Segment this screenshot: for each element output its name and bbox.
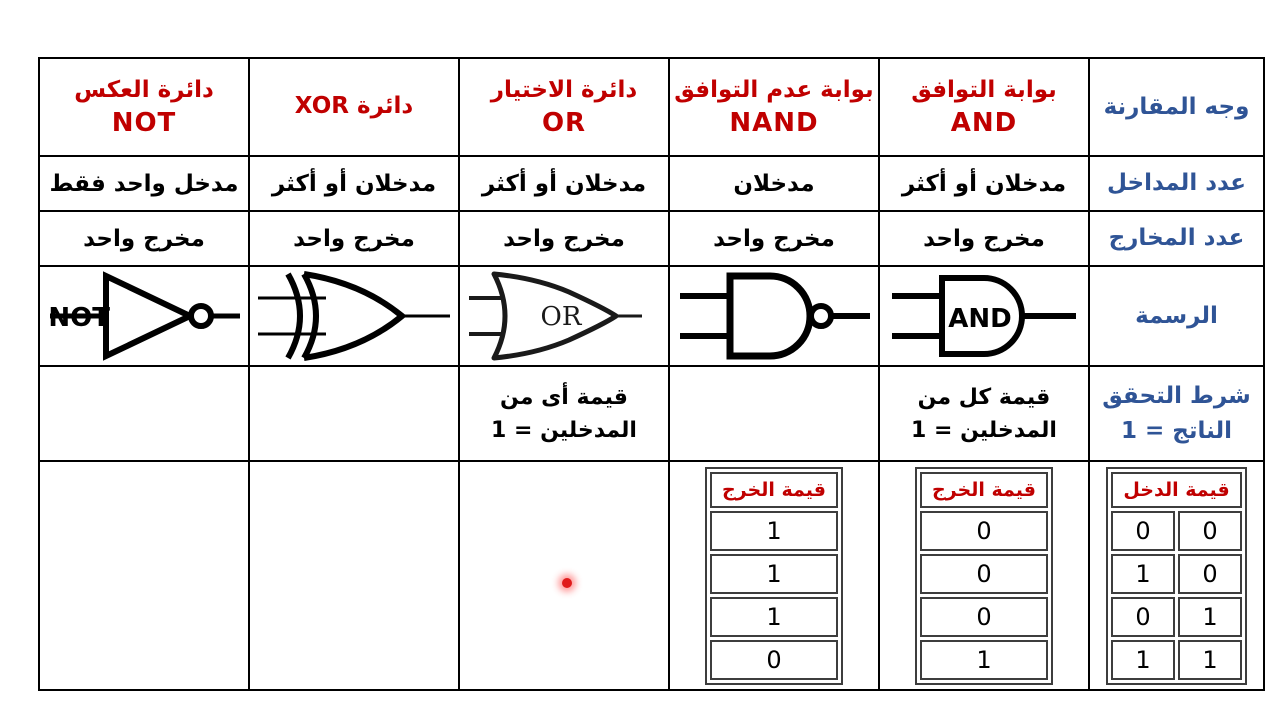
input-bit: 1: [1178, 597, 1242, 637]
output-bit: 0: [920, 597, 1048, 637]
corner-label: وجه المقارنة: [1103, 93, 1250, 120]
truth-cell-nand: [669, 461, 879, 690]
inputs-cell-not: مدخل واحد فقط: [39, 156, 249, 211]
corner-header-cell: [1089, 58, 1264, 156]
input-truth-table: [1106, 467, 1247, 685]
condition-cell-not: [39, 366, 249, 461]
drawing-cell-xor: [249, 266, 459, 366]
gate-title-ar: بوابة التوافق: [911, 77, 1057, 104]
not-gate-icon: [44, 268, 244, 364]
truth-cell-corner: [1089, 461, 1264, 690]
output-bit: 0: [710, 640, 838, 680]
nand-gate-icon: [674, 268, 874, 364]
output-bit: 1: [920, 640, 1048, 680]
xor-gate-icon: [254, 268, 454, 364]
row-label-cell-drawing: [1089, 266, 1264, 366]
drawing-cell-and: [879, 266, 1089, 366]
output-bit: 0: [920, 554, 1048, 594]
drawing-cell-or: [459, 266, 669, 366]
output-bit: 0: [920, 511, 1048, 551]
condition-text-line1: قيمة كل من: [917, 384, 1051, 410]
table-row: [710, 511, 838, 551]
input-bit: 0: [1111, 597, 1175, 637]
truth-row: [39, 461, 1264, 690]
drawing-row: [39, 266, 1264, 366]
table-row: [920, 597, 1048, 637]
condition-cell-nand: [669, 366, 879, 461]
svg-text:OR: OR: [540, 302, 582, 332]
condition-cell-and: [879, 366, 1089, 461]
table-row: [1111, 554, 1242, 594]
and-gate-icon: [884, 268, 1084, 364]
gate-header-cell-not: [39, 58, 249, 156]
gate-title-ar: دائرة XOR: [294, 93, 414, 120]
table-row: [920, 554, 1048, 594]
gate-header-cell-or: [459, 58, 669, 156]
condition-cell-or: [459, 366, 669, 461]
comparison-table: [38, 57, 1265, 691]
truth-cell-xor: [249, 461, 459, 690]
truth-cell-and: [879, 461, 1089, 690]
input-bit: 0: [1111, 511, 1175, 551]
truth-table-header: قيمة الدخل: [1111, 472, 1242, 508]
input-bit: 1: [1111, 640, 1175, 680]
condition-cell-xor: [249, 366, 459, 461]
gate-title-en: NOT: [111, 108, 177, 139]
svg-text:NOT: NOT: [48, 303, 110, 333]
output-bit: 1: [710, 554, 838, 594]
header-row: [39, 58, 1264, 156]
svg-text:AND: AND: [948, 304, 1012, 334]
or-gate-icon: [464, 268, 664, 364]
gate-header-cell-nand: [669, 58, 879, 156]
outputs-row: [39, 211, 1264, 266]
inputs-label: عدد المداخل: [1106, 170, 1247, 197]
drawing-cell-not: [39, 266, 249, 366]
truth-table-header: قيمة الخرج: [920, 472, 1048, 508]
gate-title-ar: دائرة العكس: [74, 77, 214, 104]
table-row: [1111, 640, 1242, 680]
outputs-cell-nand: مخرج واحد: [669, 211, 879, 266]
outputs-cell-or: مخرج واحد: [459, 211, 669, 266]
table-row: [1111, 511, 1242, 551]
row-label-cell-condition: [1089, 366, 1264, 461]
table-row: [710, 597, 838, 637]
condition-text-line2: المدخلين = 1: [491, 417, 637, 443]
table-row: [920, 511, 1048, 551]
outputs-cell-not: مخرج واحد: [39, 211, 249, 266]
inputs-cell-or: مدخلان أو أكثر: [459, 156, 669, 211]
inputs-cell-and: مدخلان أو أكثر: [879, 156, 1089, 211]
row-label-cell-outputs: [1089, 211, 1264, 266]
table-row: [920, 640, 1048, 680]
gate-title-en: AND: [950, 108, 1018, 139]
drawing-cell-nand: [669, 266, 879, 366]
condition-label-line2: الناتج = 1: [1120, 417, 1233, 444]
inputs-row: [39, 156, 1264, 211]
condition-text-line1: قيمة أى من: [500, 384, 628, 410]
gate-title-ar: دائرة الاختيار: [490, 77, 638, 104]
inputs-cell-nand: مدخلان: [669, 156, 879, 211]
input-bit: 1: [1178, 640, 1242, 680]
laser-pointer-dot: [562, 578, 572, 588]
table-row: [710, 640, 838, 680]
table-row: [710, 554, 838, 594]
outputs-label: عدد المخارج: [1108, 225, 1245, 252]
gate-header-cell-xor: [249, 58, 459, 156]
table-row: [1111, 597, 1242, 637]
gate-title-en: NAND: [729, 108, 819, 139]
gate-title-ar: بوابة عدم التوافق: [674, 77, 874, 104]
output-bit: 1: [710, 511, 838, 551]
condition-row: [39, 366, 1264, 461]
outputs-cell-and: مخرج واحد: [879, 211, 1089, 266]
outputs-cell-xor: مخرج واحد: [249, 211, 459, 266]
input-bit: 0: [1178, 554, 1242, 594]
drawing-label: الرسمة: [1135, 302, 1218, 329]
truth-cell-or: [459, 461, 669, 690]
input-bit: 0: [1178, 511, 1242, 551]
inputs-cell-xor: مدخلان أو أكثر: [249, 156, 459, 211]
condition-text-line2: المدخلين = 1: [911, 417, 1057, 443]
row-label-cell-inputs: [1089, 156, 1264, 211]
output-bit: 1: [710, 597, 838, 637]
gate-header-cell-and: [879, 58, 1089, 156]
condition-label-line1: شرط التحقق: [1102, 383, 1251, 409]
output-truth-table-and: [915, 467, 1053, 685]
gate-title-en: OR: [541, 108, 587, 139]
input-bit: 1: [1111, 554, 1175, 594]
truth-cell-not: [39, 461, 249, 690]
truth-table-header: قيمة الخرج: [710, 472, 838, 508]
output-truth-table-nand: [705, 467, 843, 685]
